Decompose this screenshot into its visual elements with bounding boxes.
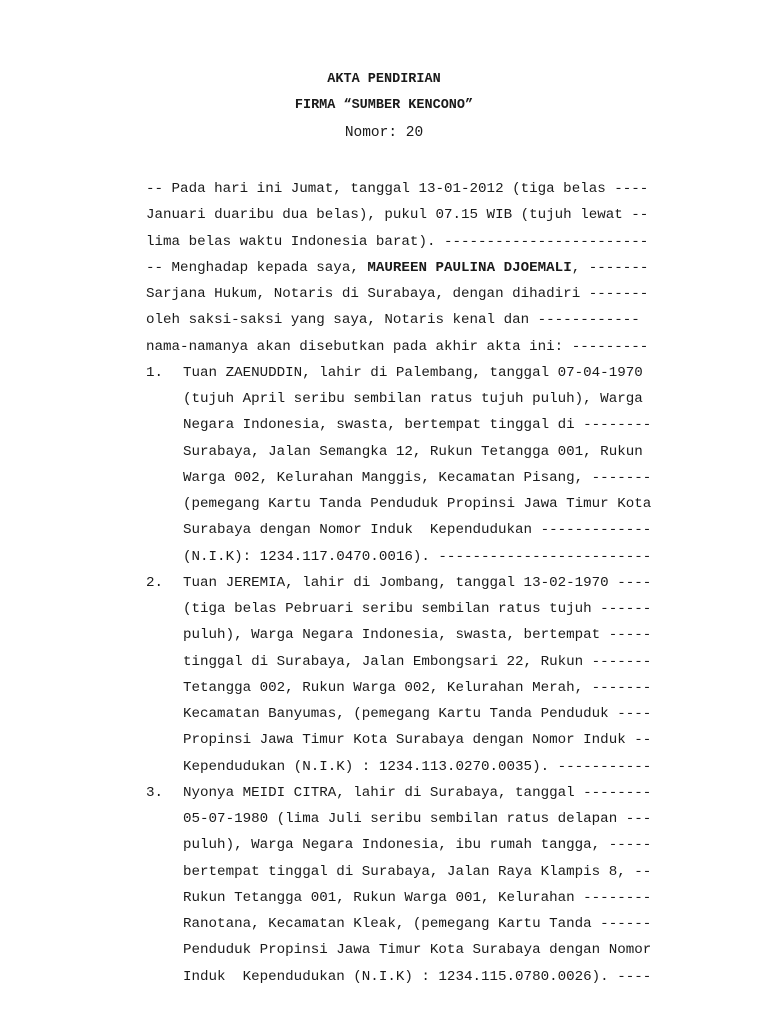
party-line: (tujuh April seribu sembilan ratus tujuh puluh), Warga: [183, 391, 643, 407]
party-line: Kependudukan (N.I.K) : 1234.113.0270.0035). -----------: [183, 758, 652, 775]
party-line: Penduduk Propinsi Jawa Timur Kota Surabaya dengan Nomor: [183, 942, 652, 959]
intro-line: -- Pada hari ini Jumat, tanggal 13-01-2012 (tiga belas ----: [146, 181, 649, 197]
intro-line: Januari duaribu dua belas), pukul 07.15 WIB (tujuh lewat --: [146, 207, 649, 224]
party-number: 3.: [146, 784, 164, 801]
party-line: (pemegang Kartu Tanda Penduduk Propinsi Jawa Timur Kota: [183, 496, 652, 512]
party-line: Surabaya, Jalan Semangka 12, Rukun Tetangga 001, Rukun: [183, 443, 643, 460]
intro-line: lima belas waktu Indonesia barat). ------------------------: [146, 233, 649, 250]
intro-line: nama-namanya akan disebutkan pada akhir akta ini: ---------: [146, 338, 649, 355]
party-line: Negara Indonesia, swasta, bertempat tinggal di --------: [183, 417, 652, 434]
deed-title: AKTA PENDIRIAN: [327, 72, 441, 87]
party-line: (N.I.K): 1234.117.0470.0016). -------------------------: [183, 548, 652, 565]
party-line: puluh), Warga Negara Indonesia, ibu rumah tangga, -----: [183, 837, 652, 854]
party-line: Tuan ZAENUDDIN, lahir di Palembang, tanggal 07-04-1970: [183, 364, 643, 381]
intro-text: , -------: [571, 259, 649, 276]
deed-body: [146, 176, 706, 990]
party-line: Induk Kependudukan (N.I.K) : 1234.115.0780.0026). ----: [183, 968, 652, 985]
party-item: [146, 570, 706, 596]
party-line: Kecamatan Banyumas, (pemegang Kartu Tanda Penduduk ----: [183, 706, 652, 722]
party-line: Tetangga 002, Rukun Warga 002, Kelurahan Merah, -------: [183, 679, 652, 696]
party-line: (tiga belas Pebruari seribu sembilan ratus tujuh ------: [183, 601, 652, 617]
party-number: 1.: [146, 364, 164, 381]
party-line: puluh), Warga Negara Indonesia, swasta, bertempat -----: [183, 627, 652, 644]
party-line: Rukun Tetangga 001, Rukun Warga 001, Kelurahan --------: [183, 889, 652, 906]
intro-text: -- Menghadap kepada saya,: [146, 259, 368, 276]
intro-line: Sarjana Hukum, Notaris di Surabaya, dengan dihadiri -------: [146, 286, 649, 302]
party-line: 05-07-1980 (lima Juli seribu sembilan ratus delapan ---: [183, 811, 652, 827]
party-number: 2.: [146, 574, 164, 591]
notary-name: MAUREEN PAULINA DJOEMALI: [367, 259, 572, 276]
party-line: Surabaya dengan Nomor Induk Kependudukan -------------: [183, 522, 652, 539]
party-line: Nyonya MEIDI CITRA, lahir di Surabaya, tanggal --------: [183, 784, 652, 801]
party-line: Warga 002, Kelurahan Manggis, Kecamatan Pisang, -------: [183, 469, 652, 486]
deed-number: Nomor: 20: [344, 125, 424, 141]
party-line: Propinsi Jawa Timur Kota Surabaya dengan Nomor Induk --: [183, 732, 652, 749]
party-line: bertempat tinggal di Surabaya, Jalan Raya Klampis 8, --: [183, 863, 652, 880]
party-line: Ranotana, Kecamatan Kleak, (pemegang Kartu Tanda ------: [183, 916, 652, 932]
party-line: tinggal di Surabaya, Jalan Embongsari 22, Rukun -------: [183, 653, 652, 670]
party-item: [146, 780, 706, 806]
party-item: [146, 360, 706, 386]
party-line: Tuan JEREMIA, lahir di Jombang, tanggal 13-02-1970 ----: [183, 574, 652, 591]
intro-line: oleh saksi-saksi yang saya, Notaris kenal dan ------------: [146, 312, 640, 329]
firm-name: FIRMA “SUMBER KENCONO”: [294, 98, 474, 113]
intro-line: [146, 255, 706, 281]
